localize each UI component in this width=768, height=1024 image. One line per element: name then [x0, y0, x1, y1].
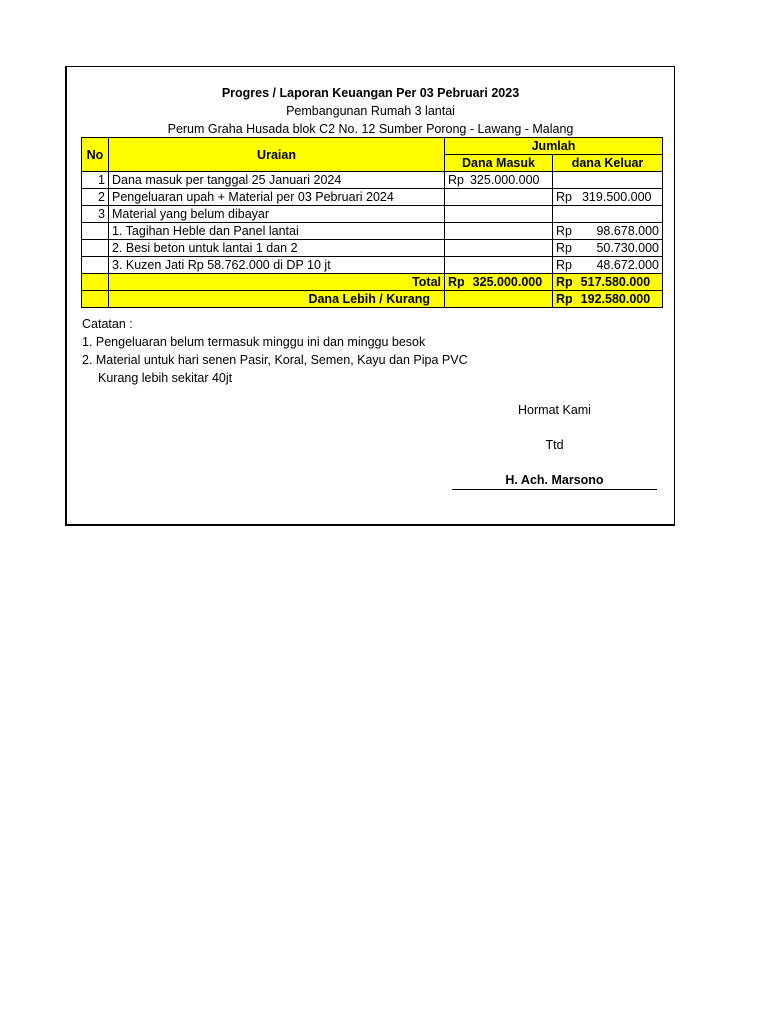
currency-label: Rp — [556, 241, 572, 255]
total-row — [82, 274, 663, 291]
row-keluar — [553, 257, 663, 274]
row-uraian: 3. Kuzen Jati Rp 58.762.000 di DP 10 jt — [109, 257, 445, 274]
table-row — [82, 257, 663, 274]
row-uraian: Pengeluaran upah + Material per 03 Pebruari 2024 — [109, 189, 445, 206]
amount-value: 325.000.000 — [469, 173, 540, 187]
header-no: No — [82, 138, 109, 172]
row-keluar — [553, 240, 663, 257]
currency-label: Rp — [448, 275, 465, 289]
amount-value: 325.000.000 — [472, 275, 543, 289]
finance-table — [81, 137, 663, 308]
amount-value: 319.500.000 — [581, 190, 652, 204]
header-uraian: Uraian — [109, 138, 445, 172]
row-masuk — [445, 240, 553, 257]
currency-label: Rp — [556, 275, 573, 289]
row-keluar — [553, 223, 663, 240]
row-masuk — [445, 206, 553, 223]
table-row — [82, 240, 663, 257]
table-row — [82, 206, 663, 223]
amount-value: 192.580.000 — [580, 292, 651, 306]
signature-greeting: Hormat Kami — [518, 403, 591, 417]
row-uraian: Material yang belum dibayar — [109, 206, 445, 223]
note-line-1: 1. Pengeluaran belum termasuk minggu ini dan minggu besok — [82, 335, 426, 349]
report-address: Perum Graha Husada blok C2 No. 12 Sumber Porong - Lawang - Malang — [167, 122, 574, 136]
report-subtitle: Pembangunan Rumah 3 lantai — [286, 104, 455, 118]
selisih-masuk — [445, 291, 553, 308]
row-no: 3 — [82, 206, 109, 223]
amount-value: 48.672.000 — [596, 258, 659, 272]
report-title: Progres / Laporan Keuangan Per 03 Pebruari 2023 — [221, 86, 520, 100]
currency-label: Rp — [556, 292, 573, 306]
table-row — [82, 223, 663, 240]
signature-name: H. Ach. Marsono — [505, 473, 604, 487]
header-dana-masuk: Dana Masuk — [445, 155, 553, 172]
currency-label: Rp — [556, 258, 572, 272]
row-keluar — [553, 189, 663, 206]
row-masuk — [445, 223, 553, 240]
amount-value: 50.730.000 — [596, 241, 659, 255]
total-label: Total — [109, 274, 445, 291]
row-no — [82, 223, 109, 240]
selisih-keluar — [553, 291, 663, 308]
total-no — [82, 274, 109, 291]
row-no: 1 — [82, 172, 109, 189]
currency-label: Rp — [556, 190, 572, 204]
currency-label: Rp — [556, 224, 572, 238]
amount-value: 517.580.000 — [580, 275, 651, 289]
currency-label: Rp — [448, 173, 464, 187]
note-line-3: Kurang lebih sekitar 40jt — [98, 371, 233, 385]
notes-section — [82, 315, 468, 387]
header-dana-keluar: dana Keluar — [553, 155, 663, 172]
row-no — [82, 257, 109, 274]
row-keluar — [553, 172, 663, 189]
table-row — [82, 189, 663, 206]
total-keluar — [553, 274, 663, 291]
notes-heading: Catatan : — [82, 317, 133, 331]
row-uraian: Dana masuk per tanggal 25 Januari 2024 — [109, 172, 445, 189]
amount-value: 98.678.000 — [596, 224, 659, 238]
report-sheet — [65, 66, 675, 526]
total-masuk — [445, 274, 553, 291]
row-no: 2 — [82, 189, 109, 206]
row-masuk — [445, 257, 553, 274]
row-no — [82, 240, 109, 257]
signature-ttd: Ttd — [545, 438, 564, 452]
row-uraian: 2. Besi beton untuk lantai 1 dan 2 — [109, 240, 445, 257]
table-row — [82, 172, 663, 189]
selisih-no — [82, 291, 109, 308]
selisih-row — [82, 291, 663, 308]
signature-line — [452, 489, 657, 490]
row-uraian: 1. Tagihan Heble dan Panel lantai — [109, 223, 445, 240]
selisih-label: Dana Lebih / Kurang — [109, 291, 445, 308]
row-masuk — [445, 172, 553, 189]
header-jumlah: Jumlah — [445, 138, 663, 155]
row-masuk — [445, 189, 553, 206]
row-keluar — [553, 206, 663, 223]
note-line-2: 2. Material untuk hari senen Pasir, Koral, Semen, Kayu dan Pipa PVC — [82, 353, 468, 367]
